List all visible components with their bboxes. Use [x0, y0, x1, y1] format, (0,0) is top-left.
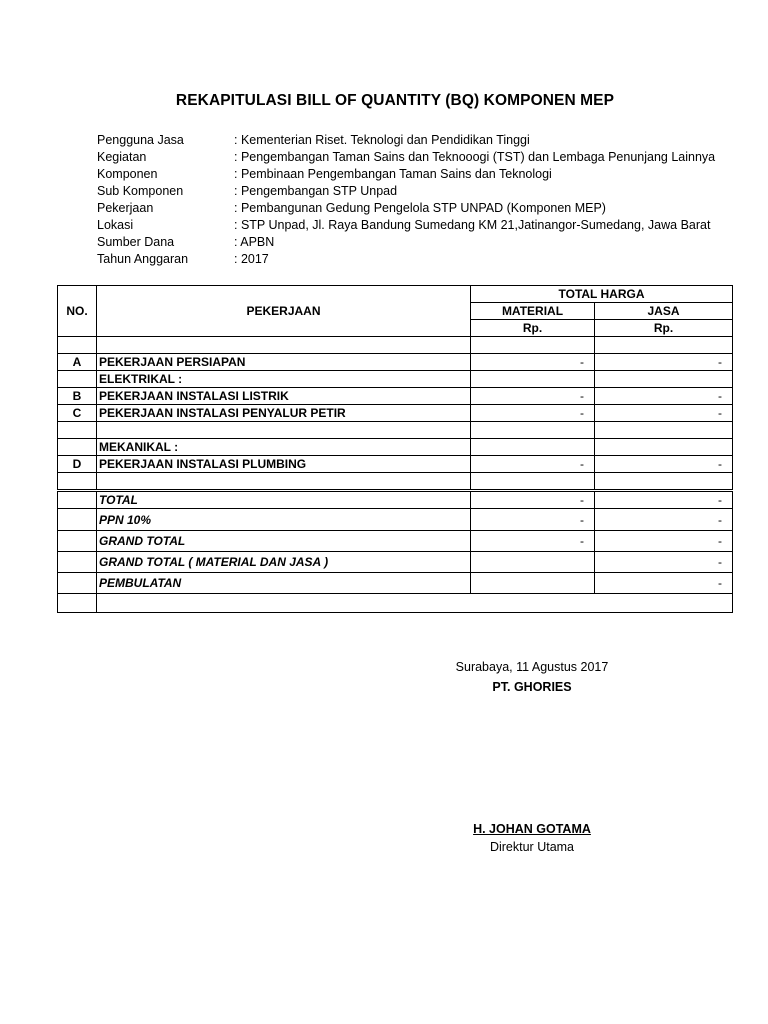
- row-no: B: [58, 388, 97, 405]
- info-value: : 2017: [234, 252, 269, 266]
- info-value: : Pengembangan Taman Sains dan Teknooogi (TST) dan Lembaga Penunjang Lainnya: [234, 150, 716, 164]
- row-no: [58, 439, 97, 456]
- info-value: : APBN: [234, 235, 275, 249]
- row-job: PEKERJAAN PERSIAPAN: [97, 354, 471, 371]
- table-row-empty: [58, 594, 733, 613]
- header-pekerjaan: PEKERJAAN: [97, 286, 471, 337]
- info-row-sumber-dana: [97, 234, 715, 251]
- table-row: [58, 371, 733, 388]
- table-row: [58, 456, 733, 473]
- info-value: : Kementerian Riset. Teknologi dan Pendidikan Tinggi: [234, 133, 530, 147]
- row-job: MEKANIKAL :: [97, 439, 471, 456]
- bq-table: [57, 285, 733, 613]
- info-value: : Pembangunan Gedung Pengelola STP UNPAD (Komponen MEP): [234, 201, 606, 215]
- table-row: [58, 405, 733, 422]
- table-row-empty: [58, 473, 733, 491]
- row-job: PEKERJAAN INSTALASI PENYALUR PETIR: [97, 405, 471, 422]
- row-no: D: [58, 456, 97, 473]
- info-label: Sumber Dana: [97, 235, 175, 249]
- row-material: -: [471, 354, 595, 371]
- total-row: [58, 509, 733, 531]
- info-value: : Pembinaan Pengembangan Taman Sains dan Teknologi: [234, 167, 552, 181]
- info-row-lokasi: [97, 217, 715, 234]
- total-material: -: [471, 509, 595, 531]
- row-material: [471, 371, 595, 388]
- total-jasa: -: [595, 573, 733, 594]
- total-row: [58, 491, 733, 509]
- info-row-pekerjaan: [97, 200, 715, 217]
- info-value: : Pengembangan STP Unpad: [234, 184, 398, 198]
- row-no: C: [58, 405, 97, 422]
- total-label: TOTAL: [97, 491, 471, 509]
- row-jasa: [595, 439, 733, 456]
- header-jasa: JASA: [595, 303, 733, 320]
- row-no: [58, 371, 97, 388]
- header-rp-jasa: Rp.: [595, 320, 733, 337]
- table-row-empty: [58, 337, 733, 354]
- info-row-pengguna-jasa: [97, 132, 715, 149]
- info-row-tahun-anggaran: [97, 251, 715, 268]
- header-no: NO.: [58, 286, 97, 337]
- row-jasa: -: [595, 405, 733, 422]
- info-value: : STP Unpad, Jl. Raya Bandung Sumedang KM 21,Jatinangor-Sumedang, Jawa Barat: [234, 218, 711, 232]
- table-row-empty: [58, 422, 733, 439]
- table-row: [58, 439, 733, 456]
- total-label: PPN 10%: [97, 509, 471, 531]
- row-material: [471, 439, 595, 456]
- total-material: -: [471, 531, 595, 552]
- info-label: Komponen: [97, 167, 158, 181]
- row-jasa: -: [595, 388, 733, 405]
- header-material: MATERIAL: [471, 303, 595, 320]
- info-row-sub-komponen: [97, 183, 715, 200]
- info-label: Pekerjaan: [97, 201, 154, 215]
- table-row: [58, 388, 733, 405]
- row-job: PEKERJAAN INSTALASI LISTRIK: [97, 388, 471, 405]
- row-no: A: [58, 354, 97, 371]
- total-jasa: -: [595, 509, 733, 531]
- total-jasa: -: [595, 552, 733, 573]
- total-row: [58, 552, 733, 573]
- place-date: Surabaya, 11 Agustus 2017: [455, 660, 609, 674]
- total-row: [58, 573, 733, 594]
- row-material: -: [471, 456, 595, 473]
- total-material: -: [471, 491, 595, 509]
- signatory-position: Direktur Utama: [489, 840, 575, 854]
- row-jasa: -: [595, 354, 733, 371]
- document-title: REKAPITULASI BILL OF QUANTITY (BQ) KOMPONEN MEP: [175, 92, 615, 109]
- info-label: Kegiatan: [97, 150, 147, 164]
- info-label: Lokasi: [97, 218, 134, 232]
- total-material: [471, 552, 595, 573]
- total-row: [58, 531, 733, 552]
- info-label: Sub Komponen: [97, 184, 184, 198]
- info-label: Pengguna Jasa: [97, 133, 184, 147]
- info-label: Tahun Anggaran: [97, 252, 189, 266]
- header-total-harga: TOTAL HARGA: [471, 286, 733, 303]
- total-material: [471, 573, 595, 594]
- total-label: GRAND TOTAL ( MATERIAL DAN JASA ): [97, 552, 471, 573]
- row-jasa: [595, 371, 733, 388]
- total-jasa: -: [595, 531, 733, 552]
- row-material: -: [471, 388, 595, 405]
- company-name: PT. GHORIES: [492, 680, 572, 694]
- total-jasa: -: [595, 491, 733, 509]
- signatory-name: H. JOHAN GOTAMA: [473, 822, 591, 836]
- project-info: [97, 132, 715, 268]
- header-row-1: [58, 286, 733, 303]
- row-job: PEKERJAAN INSTALASI PLUMBING: [97, 456, 471, 473]
- row-job: ELEKTRIKAL :: [97, 371, 471, 388]
- row-jasa: -: [595, 456, 733, 473]
- info-row-kegiatan: [97, 149, 715, 166]
- header-rp-material: Rp.: [471, 320, 595, 337]
- total-label: GRAND TOTAL: [97, 531, 471, 552]
- table-row: [58, 354, 733, 371]
- info-row-komponen: [97, 166, 715, 183]
- row-material: -: [471, 405, 595, 422]
- total-label: PEMBULATAN: [97, 573, 471, 594]
